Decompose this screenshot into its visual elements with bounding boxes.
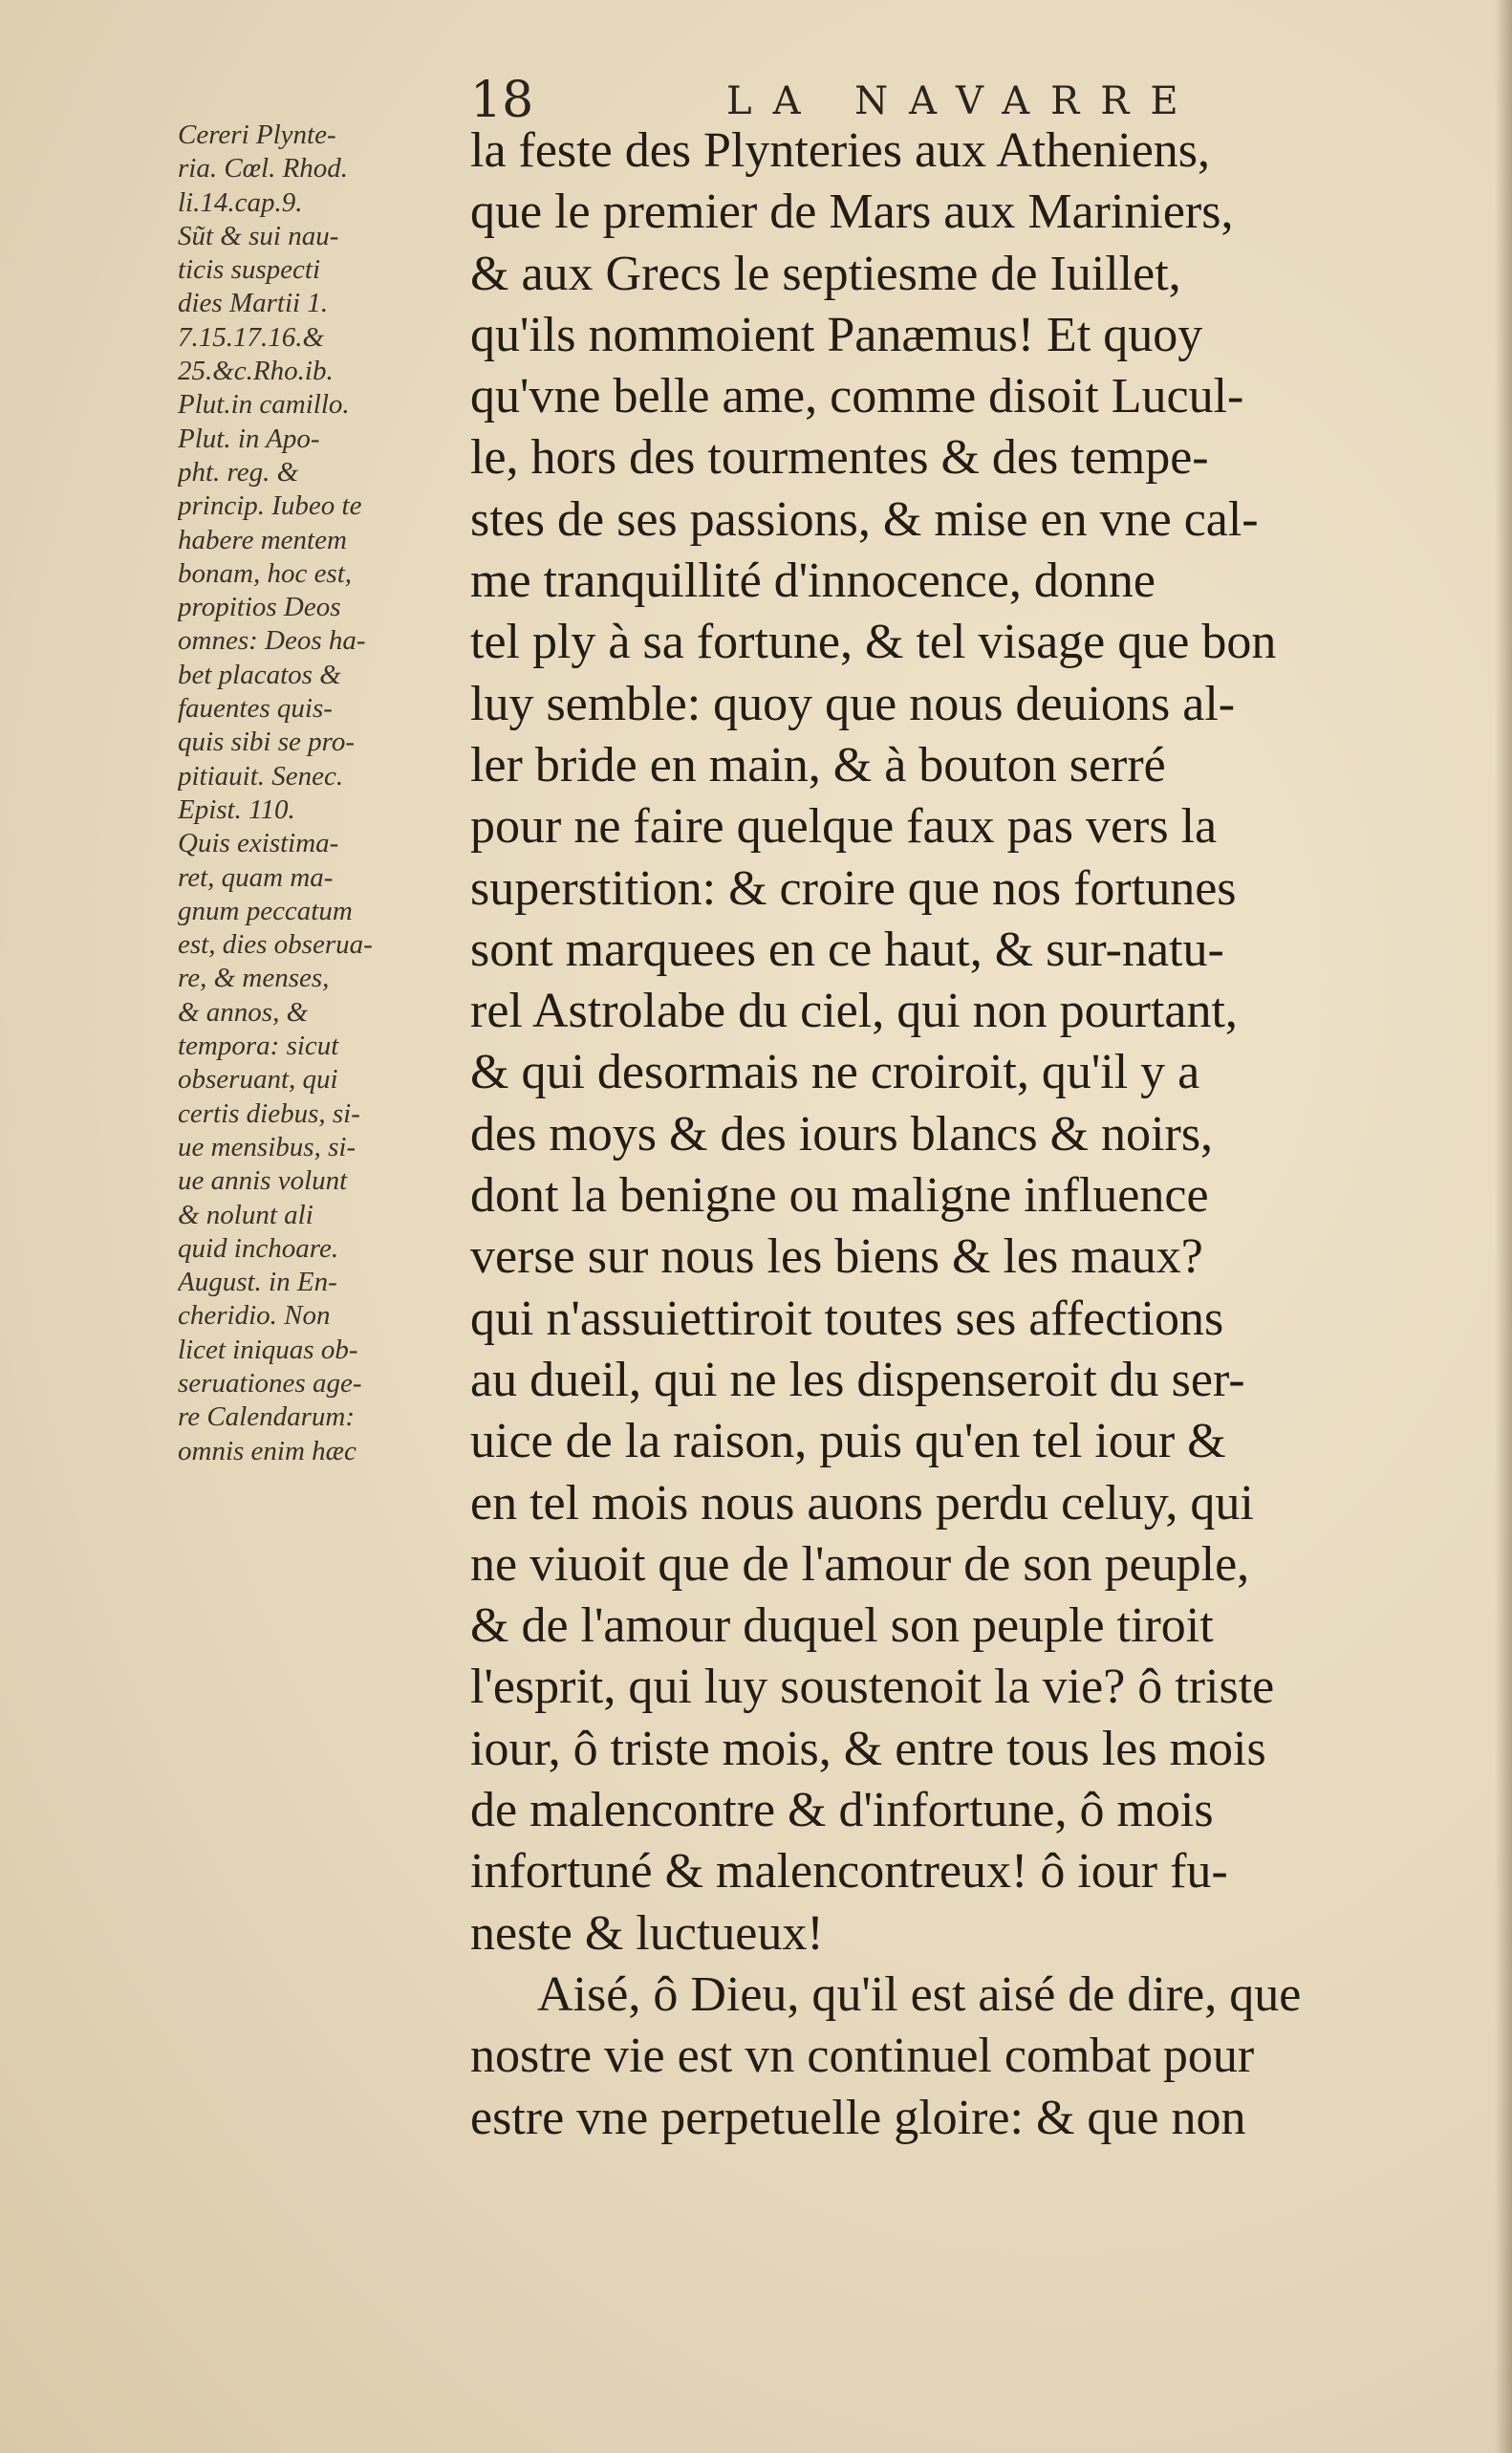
text-line: nostre vie est vn continuel combat pour: [470, 2029, 1255, 2084]
text-line: iour, ô triste mois, & entre tous les mois: [470, 1721, 1266, 1776]
running-title: LA NAVARRE: [726, 79, 1199, 123]
margin-note-line: re Calendarum:: [178, 1401, 355, 1433]
margin-note-line: seruationes age-: [178, 1367, 362, 1399]
text-line: qui n'assuiettiroit toutes ses affections: [470, 1291, 1224, 1346]
text-line: dont la benigne ou maligne influence: [470, 1168, 1209, 1224]
text-line: qu'ils nommoient Panæmus! Et quoy: [470, 307, 1203, 362]
margin-note-line: quid inchoare.: [178, 1232, 339, 1264]
margin-note-line: li.14.cap.9.: [178, 186, 303, 218]
margin-note-line: ue annis volunt: [178, 1165, 348, 1197]
margin-note-line: licet iniquas ob-: [178, 1334, 358, 1365]
text-line: stes de ses passions, & mise en vne cal-: [470, 491, 1259, 547]
text-line: tel ply à sa fortune, & tel visage que bon: [470, 615, 1277, 670]
margin-note-line: est, dies obserua-: [178, 929, 373, 961]
margin-notes: [178, 119, 464, 1468]
text-line: ler bride en main, & à bouton serré: [470, 737, 1166, 792]
text-line: me tranquillité d'innocence, donne: [470, 554, 1156, 609]
margin-note-line: omnes: Deos ha-: [178, 625, 366, 657]
margin-note-line: bonam, hoc est,: [178, 557, 353, 589]
text-line: l'esprit, qui luy soustenoit la vie? ô triste: [470, 1660, 1275, 1715]
margin-note-line: Sũt & sui nau-: [178, 220, 339, 251]
margin-note-line: 25.&c.Rho.ib.: [178, 356, 334, 387]
text-line: le, hors des tourmentes & des tempe-: [470, 430, 1209, 486]
text-line: infortuné & malencontreux! ô iour fu-: [470, 1844, 1228, 1899]
margin-note-line: certis diebus, si-: [178, 1097, 360, 1129]
margin-note-line: Plut.in camillo.: [178, 389, 350, 421]
body-text: [470, 120, 1426, 2149]
text-line: superstition: & croire que nos fortunes: [470, 860, 1237, 916]
margin-note-line: omnis enim hæc: [178, 1435, 356, 1466]
margin-note-line: ria. Cœl. Rhod.: [178, 153, 349, 185]
margin-note-line: tempora: sicut: [178, 1031, 339, 1062]
text-line: estre vne perpetuelle gloire: & que non: [470, 2090, 1246, 2145]
text-line: des moys & des iours blancs & noirs,: [470, 1106, 1214, 1161]
text-line: sont marquees en ce haut, & sur-natu-: [470, 922, 1224, 977]
text-line: de malencontre & d'infortune, ô mois: [470, 1783, 1214, 1838]
page-edge-shadow: [1495, 0, 1512, 2453]
margin-note-line: re, & menses,: [178, 963, 330, 994]
text-line: pour ne faire quelque faux pas vers la: [470, 799, 1218, 855]
margin-note-line: cheridio. Non: [178, 1300, 331, 1332]
margin-note-line: princip. Iubeo te: [178, 490, 362, 522]
margin-note-line: pht. reg. &: [178, 456, 299, 488]
margin-note-line: propitios Deos: [178, 592, 341, 623]
text-line: & qui desormais ne croiroit, qu'il y a: [470, 1045, 1200, 1100]
margin-note-line: Quis existima-: [178, 828, 339, 859]
text-line: au dueil, qui ne les dispenseroit du ser-: [470, 1352, 1245, 1407]
margin-note-line: bet placatos &: [178, 659, 341, 690]
text-line: neste & luctueux!: [470, 1905, 824, 1961]
margin-note-line: & annos, &: [178, 996, 309, 1028]
text-line: la feste des Plynteries aux Atheniens,: [470, 123, 1211, 178]
text-line: ne viuoit que de l'amour de son peuple,: [470, 1536, 1250, 1592]
text-line: en tel mois nous auons perdu celuy, qui: [470, 1475, 1254, 1530]
margin-note-line: obseruant, qui: [178, 1064, 338, 1096]
margin-note-line: Plut. in Apo-: [178, 423, 320, 454]
text-line: qu'vne belle ame, comme disoit Lucul-: [470, 369, 1244, 424]
margin-note-line: ticis suspecti: [178, 254, 321, 286]
text-line: verse sur nous les biens & les maux?: [470, 1229, 1203, 1285]
margin-note-line: dies Martii 1.: [178, 288, 329, 319]
text-line: que le premier de Mars aux Mariniers,: [470, 185, 1234, 240]
margin-note-line: pitiauit. Senec.: [178, 760, 344, 792]
margin-note-line: ue mensibus, si-: [178, 1131, 356, 1162]
margin-note-line: quis sibi se pro-: [178, 727, 356, 758]
text-line: luy semble: quoy que nous deuions al-: [470, 676, 1236, 731]
margin-note-line: gnum peccatum: [178, 895, 353, 926]
margin-note-line: Epist. 110.: [178, 793, 295, 825]
margin-note-line: 7.15.17.16.&: [178, 321, 325, 353]
margin-note-line: Cereri Plynte-: [178, 119, 336, 150]
text-line: & aux Grecs le septiesme de Iuillet,: [470, 246, 1181, 301]
margin-note-line: August. in En-: [178, 1267, 337, 1298]
margin-note-line: ret, quam ma-: [178, 861, 334, 893]
margin-note-line: habere mentem: [178, 524, 347, 555]
margin-note-line: & nolunt ali: [178, 1199, 313, 1230]
text-line: rel Astrolabe du ciel, qui non pourtant,: [470, 984, 1238, 1039]
text-line: & de l'amour duquel son peuple tiroit: [470, 1598, 1214, 1654]
text-line: uice de la raison, puis qu'en tel iour &: [470, 1414, 1226, 1469]
paragraph-start-line: Aisé, ô Dieu, qu'il est aisé de dire, que: [537, 1966, 1302, 2022]
page-number: 18: [470, 72, 534, 129]
margin-note-line: fauentes quis-: [178, 693, 333, 725]
